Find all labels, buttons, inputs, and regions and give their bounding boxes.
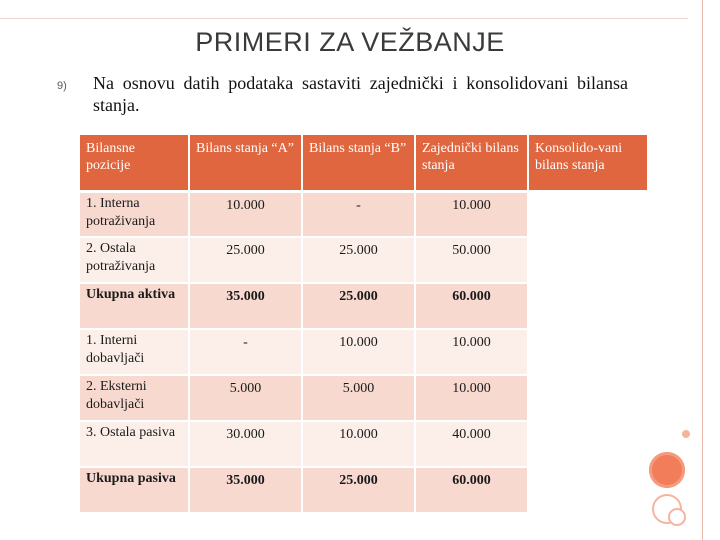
- task-text: Na osnovu datih podataka sastaviti zajednički i konsolidovani bilansa stanja.: [93, 73, 628, 115]
- header-balance-positions: Bilansne pozicije: [80, 135, 189, 191]
- consolidated-balance-cell: [528, 421, 647, 467]
- decorative-right-line: [702, 0, 703, 540]
- joint-balance-cell: 10.000: [415, 191, 528, 237]
- joint-balance-cell: 10.000: [415, 329, 528, 375]
- header-consolidated-balance: Konsolido-vani bilans stanja: [528, 135, 647, 191]
- balance-b-cell: 25.000: [302, 237, 415, 283]
- balance-a-cell: 35.000: [189, 283, 302, 329]
- consolidated-balance-cell: [528, 329, 647, 375]
- decorative-dot-icon: [682, 430, 690, 438]
- row-label-cell: 3. Ostala pasiva: [80, 421, 189, 467]
- joint-balance-cell: 60.000: [415, 467, 528, 513]
- balance-b-cell: 10.000: [302, 329, 415, 375]
- joint-balance-cell: 40.000: [415, 421, 528, 467]
- consolidated-balance-cell: [528, 467, 647, 513]
- decorative-circle-icon: [649, 452, 685, 488]
- balance-b-cell: 10.000: [302, 421, 415, 467]
- table-header-row: [80, 135, 647, 191]
- balance-a-cell: 30.000: [189, 421, 302, 467]
- balance-b-cell: 5.000: [302, 375, 415, 421]
- joint-balance-cell: 10.000: [415, 375, 528, 421]
- page-title: PRIMERI ZA VEŽBANJE: [195, 27, 505, 57]
- row-label-cell: Ukupna pasiva: [80, 467, 189, 513]
- row-label-cell: 1. Interni dobavljači: [80, 329, 189, 375]
- consolidated-balance-cell: [528, 283, 647, 329]
- balance-table: [80, 135, 647, 514]
- task-number: 9): [57, 80, 67, 92]
- balance-a-cell: 5.000: [189, 375, 302, 421]
- joint-balance-cell: 60.000: [415, 283, 528, 329]
- header-balance-b: Bilans stanja “B”: [302, 135, 415, 191]
- consolidated-balance-cell: [528, 191, 647, 237]
- balance-a-cell: 10.000: [189, 191, 302, 237]
- table-row: [80, 329, 647, 375]
- table-row: [80, 191, 647, 237]
- decorative-top-line: [0, 18, 688, 19]
- balance-a-cell: 25.000: [189, 237, 302, 283]
- balance-b-cell: -: [302, 191, 415, 237]
- table-row: [80, 375, 647, 421]
- row-label-cell: 1. Interna potraživanja: [80, 191, 189, 237]
- table-row: [80, 283, 647, 329]
- consolidated-balance-cell: [528, 237, 647, 283]
- header-balance-a: Bilans stanja “A”: [189, 135, 302, 191]
- row-label-cell: 2. Eksterni dobavljači: [80, 375, 189, 421]
- balance-a-cell: 35.000: [189, 467, 302, 513]
- table-row: [80, 237, 647, 283]
- table-row: [80, 421, 647, 467]
- decorative-small-ring-icon: [668, 508, 686, 526]
- joint-balance-cell: 50.000: [415, 237, 528, 283]
- balance-b-cell: 25.000: [302, 467, 415, 513]
- balance-b-cell: 25.000: [302, 283, 415, 329]
- row-label-cell: 2. Ostala potraživanja: [80, 237, 189, 283]
- balance-a-cell: -: [189, 329, 302, 375]
- header-joint-balance: Zajednički bilans stanja: [415, 135, 528, 191]
- table-row: [80, 467, 647, 513]
- row-label-cell: Ukupna aktiva: [80, 283, 189, 329]
- consolidated-balance-cell: [528, 375, 647, 421]
